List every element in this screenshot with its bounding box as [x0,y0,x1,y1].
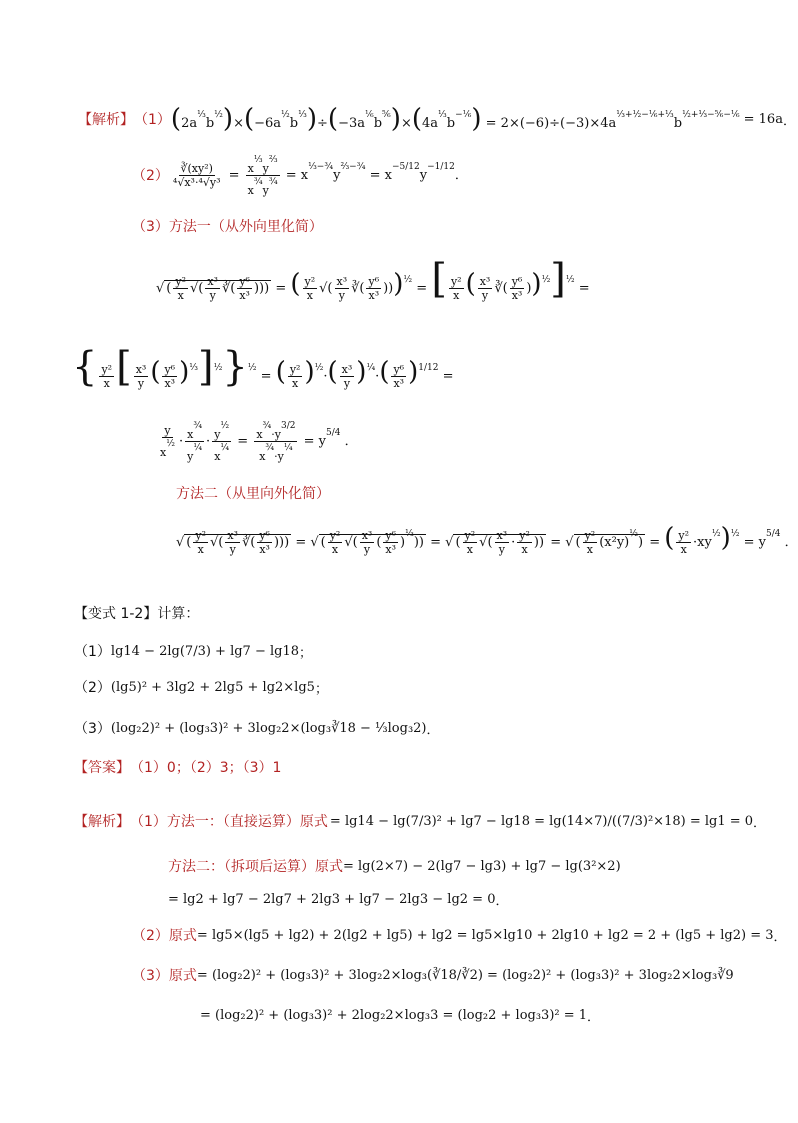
variant-q1 [74,636,312,666]
part1-result: = 16a [743,111,783,127]
p3-label: （3）原式 [132,968,197,984]
p1-label: （1）方法一：（直接运算）原式 [130,814,328,830]
method2-label: 方法二（从里向外化简） [176,486,330,502]
analysis-label: 【解析】 [78,112,134,128]
q3-label: （3） [74,721,111,737]
p3-expression-2: = (log₂2)² + (log₃3)² + 2log₂2×log₃3 = (log₂2 + log₃3)² = 1 [200,1007,588,1023]
answer-text: （1）0；（2）3；（3）1 [130,760,282,776]
part3-label: （3）方法一（从外向里化简） [132,219,323,235]
q1-end: ； [299,645,313,661]
q2-expression: (lg5)² + 3lg2 + 2lg5 + lg2×lg5 [110,679,315,695]
p1-expression: = lg14 − lg(7/3)² + lg7 − lg18 = lg(14×7)/((7/3)²×18) = lg1 = 0 [329,813,754,829]
p3-expression: = (log₂2)² + (log₃3)² + 3log₂2×log₃(∛18/∛2) = (log₂2)² + (log₃3)² + 3log₂2×log₃∛9 [196,967,734,983]
analysis-part1: 【解析】 （1） $(2a^{\frac{1}{3}}b^{\frac{1}{2}})\times(-6a^{\frac{1}{2}}b^{\frac{1}{3}})\div(-3a^{\frac{1}{6}}b^{\frac{5}{6}})\times(4a^{\frac{1}{3}}b^{-\frac{1}{6}}) = 2\times(-6)\div(-3)\times 4a^{\frac{1}{3}+\frac{1}{2}-\frac{1}{6}+\frac{1}{3}}b^{\frac{1}{2}+\frac{1}{3}-\frac{5}{6}-\frac{1}{6}}$ = 16a ． [78,104,796,134]
p2-label: （2）原式 [132,928,197,944]
variant-heading: 【变式 1-2】计算： [74,606,200,622]
variant-q3 [74,714,440,742]
answer-line [74,756,281,778]
q3-end: ． [426,722,440,738]
method1-step2: { $\frac{\text{y²}}{x}$ [ $\frac{\text{x³}}{y}$ ( $\frac{\text{y⁶}}{\text{x³}}$ )$^{\frac{1}{3}}$]$^{\frac{1}{2}}$}$^{\frac{1}{2}}$ = ( $\frac{\text{y²}}{x}$ )$^{\frac{1}{2}}$·( $\frac{\text{x³}}{y}$ )$^{\frac{1}{4}}$·( $\frac{\text{y⁶}}{\text{x³}}$ )$^{1/12}$ = [72,343,454,390]
method1-step1: √ ( $\frac{\text{y²}}{x}$ √( $\frac{\text{x³}}{y}$ ∛( $\frac{\text{y⁶}}{\text{x³}}$ ))) = ( $\frac{\text{y²}}{x}$ √( $\frac{\text{x³}}{y}$ ∛( $\frac{\text{y⁶}}{\text{x³}}$ )))$^{\frac{1}{2}}$ = [ $\frac{\text{y²}}{x}$ ( $\frac{\text{x³}}{y}$ ∛( $\frac{\text{y⁶}}{\text{x³}}$ ))$^{\frac{1}{2}}$]$^{\frac{1}{2}}$ = [156,255,590,302]
method2-heading [176,482,330,504]
analysis2-p1: 【解析】 （1）方法一：（直接运算）原式 = lg14 − lg(7/3)² + lg7 − lg18 = lg(14×7)/((7/3)²×18) = lg1 = 0 ． [74,796,766,846]
part3-heading [132,215,323,237]
part2-label: （2） [132,168,169,184]
method1-step3: $\frac{y}{x^{\frac{1}{2}}}$ · $\frac{x^{\frac{3}{4}}}{y^{\frac{1}{4}}}$ · $\frac{y^{\frac{1}{2}}}{x^{\frac{1}{4}}}$ = $\frac{x^{\frac{3}{4}}\cdot y^{3/2}}{x^{\frac{3}{4}}\cdot y^{\frac{1}{4}}}$ = $y^{5/4}$ ． [160,420,358,463]
analysis2-p3-line2: = (log₂2)² + (log₃3)² + 2log₂2×log₃3 = (log₂2 + log₃3)² = 1 ． [200,1007,601,1025]
q2-end: ； [314,681,328,697]
q3-expression: (log₂2)² + (log₃3)² + 3log₂2×(log₃∛18 − ⅓log₃2) [110,720,427,736]
part1-expression: $(2a^{\frac{1}{3}}b^{\frac{1}{2}})\times(-6a^{\frac{1}{2}}b^{\frac{1}{3}})\div(-3a^{\frac{1}{6}}b^{\frac{5}{6}})\times(4a^{\frac{1}{3}}b^{-\frac{1}{6}}) = 2\times(-6)\div(-3)\times 4a^{\frac{1}{3}+\frac{1}{2}-\frac{1}{6}+\frac{1}{3}}b^{\frac{1}{2}+\frac{1}{3}-\frac{5}{6}-\frac{1}{6}}$ [170,104,740,134]
q2-label: （2） [74,680,111,696]
answer-label: 【答案】 [74,760,130,776]
part2-expression: $\frac{\text{∛(xy²)}}{\text{⁴√x³·⁴√y³}}$ = $\frac{x^{\frac{1}{3}}y^{\frac{2}{3}}}{x^{\frac{3}{4}}y^{\frac{3}{4}}}$ = $x^{\frac{1}{3}-\frac{3}{4}}y^{\frac{2}{3}-\frac{3}{4}} = x^{-5/12}y^{-1/12}$． [172,154,468,197]
variant-title [74,602,199,624]
method2-expression: √ ( $\frac{\text{y²}}{x}$ √( $\frac{\text{x³}}{y}$ ∛( $\frac{\text{y⁶}}{\text{x³}}$ ))) = √ ( $\frac{\text{y²}}{x}$ √( $\frac{\text{x³}}{y}$ ( $\frac{\text{y⁶}}{\text{x³}}$ )$^{\frac{1}{3}}$)) = √ ( $\frac{\text{y²}}{x}$ √( $\frac{\text{x³}}{y}$ · $\frac{\text{y²}}{x}$ )) = √ ( $\frac{\text{y²}}{x}$ $(x^2y)^{\frac{1}{2}}$) = ( $\frac{\text{y²}}{x}$ $\cdot xy^{\frac{1}{2}})^{\frac{1}{2}} = y^{5/4}$ ． [176,522,798,556]
analysis-part2 [132,155,468,195]
p2-expression: = lg5×(lg5 + lg2) + 2(lg2 + lg5) + lg2 = lg5×lg10 + 2lg10 + lg2 = 2 + (lg5 + lg2) = 3 [196,927,774,943]
m2-expression: = lg(2×7) − 2(lg7 − lg3) + lg7 − lg(3²×2) [343,858,621,874]
analysis2-m2 [168,854,621,878]
part1-label: （1） [134,112,171,128]
q1-label: （1） [74,644,111,660]
analysis2-p2: （2）原式 = lg5×(lg5 + lg2) + 2(lg2 + lg5) + lg2 = lg5×lg10 + 2lg10 + lg2 = 2 + (lg5 + lg2) = 3 ． [132,924,787,946]
m2-expression-2: = lg2 + lg7 − 2lg7 + 2lg3 + lg7 − 2lg3 − lg2 = 0 [168,891,496,907]
analysis2-label: 【解析】 [74,814,130,830]
analysis2-m2-line2: = lg2 + lg7 − 2lg7 + 2lg3 + lg7 − 2lg3 − lg2 = 0 ． [168,891,509,909]
variant-q2 [74,676,328,698]
analysis2-p3 [132,960,734,990]
q1-expression: lg14 − 2lg(7/3) + lg7 − lg18 [110,643,300,659]
m2-label: 方法二：（拆项后运算）原式 [168,859,343,875]
